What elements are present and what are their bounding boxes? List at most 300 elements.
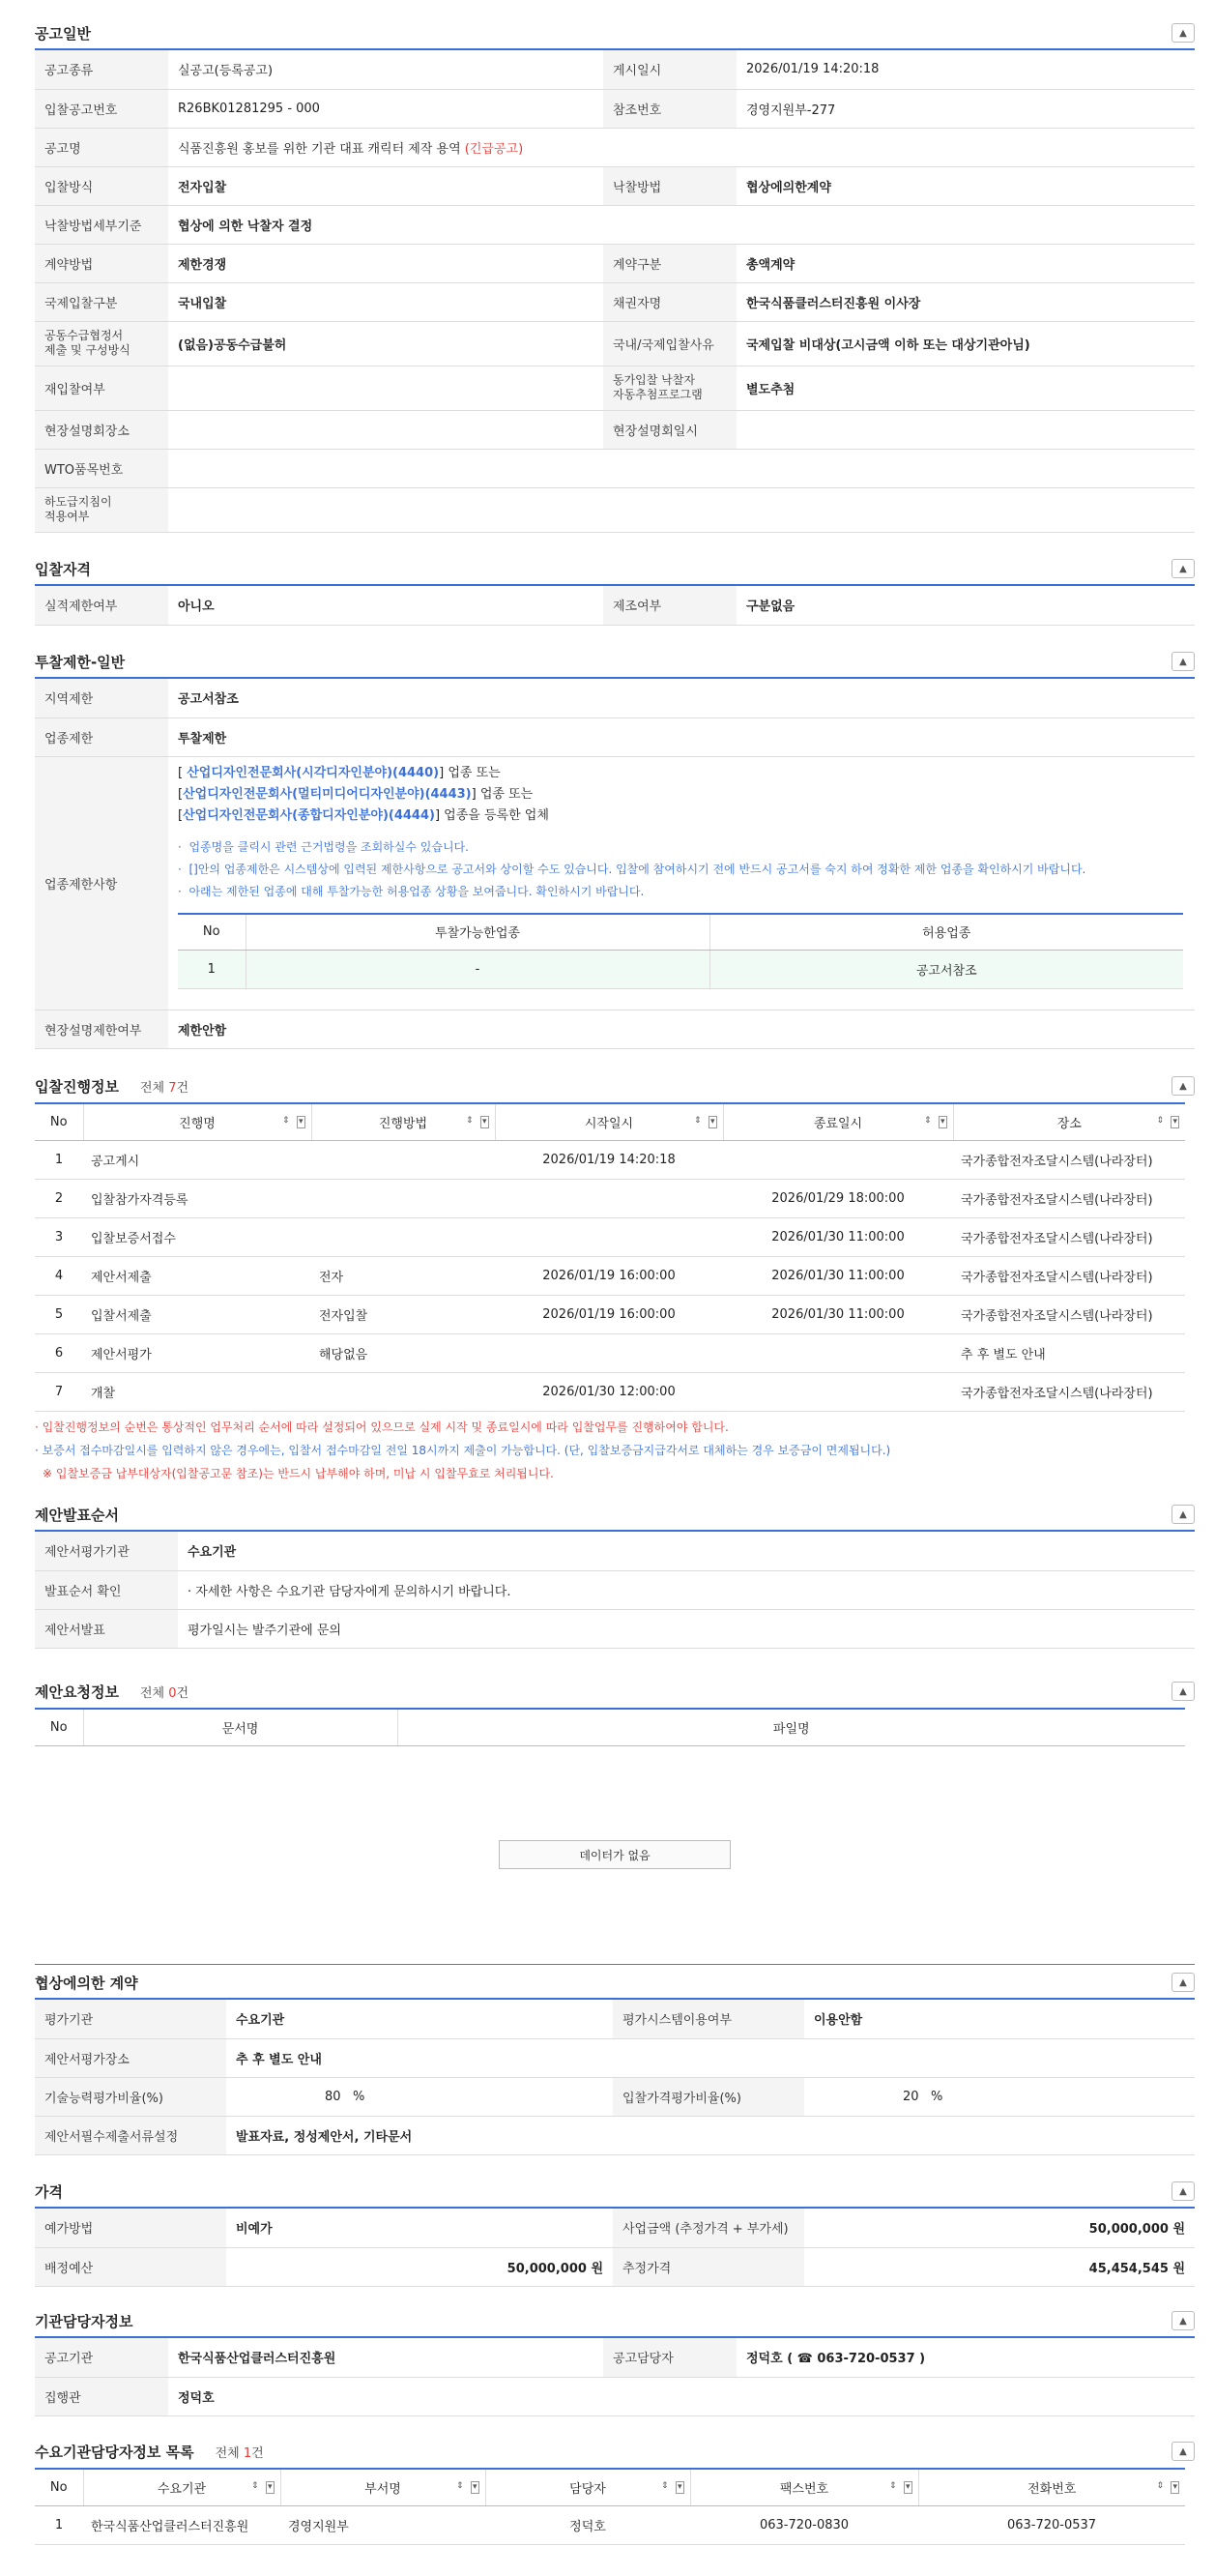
table-cell: 2026/01/19 14:20:18 <box>495 1140 723 1179</box>
filter-icon[interactable]: ▾ <box>905 2482 911 2492</box>
field-value: 경영지원부-277 <box>737 89 1195 128</box>
total-prefix: 전체 <box>215 2445 244 2461</box>
section-negotiation <box>35 1967 1195 2155</box>
field-value: 추 후 별도 안내 <box>236 2052 322 2067</box>
field-value: 한국식품클러스터진흥원 이사장 <box>746 296 921 311</box>
industry-list <box>178 763 1185 827</box>
field-value: 정덕호 <box>178 2390 215 2406</box>
urgent-tag: (긴급공고) <box>464 141 524 157</box>
chevron-up-icon[interactable]: ▲ <box>1172 2311 1195 2330</box>
field-label: 제안서평가기관 <box>35 1532 178 1570</box>
section-request <box>35 1675 1195 1965</box>
industry-tail: 업종 또는 <box>476 786 534 802</box>
table-cell <box>495 1217 723 1256</box>
table-header-row <box>35 2469 1185 2505</box>
table-cell <box>311 1140 495 1179</box>
table-row <box>35 410 1195 449</box>
chevron-up-icon[interactable]: ▲ <box>1172 2442 1195 2461</box>
section-demand-contacts <box>35 2435 1195 2545</box>
section-header <box>35 1499 1195 1532</box>
table-cell: 2026/01/19 16:00:00 <box>495 1295 723 1333</box>
notes-list <box>178 836 1185 903</box>
table-cell <box>723 1140 953 1179</box>
column-header-sortable[interactable] <box>83 2469 280 2505</box>
column-header: No <box>35 1709 83 1745</box>
section-presentation <box>35 1499 1195 1649</box>
table-cell: 063-720-0537 <box>918 2505 1185 2544</box>
section-title: 제안발표순서 <box>35 1506 119 1524</box>
table-cell: 정덕호 <box>485 2505 690 2544</box>
chevron-up-icon[interactable]: ▲ <box>1172 1973 1195 1992</box>
field-label: 제안서필수제출서류설정 <box>35 2116 226 2154</box>
note-text: 업종명을 클릭시 관련 근거법령을 조회하실수 있습니다. <box>188 839 469 854</box>
column-header-sortable[interactable] <box>485 2469 690 2505</box>
section-title-text: 제안요청정보 <box>35 1683 119 1701</box>
table-row <box>35 2338 1195 2377</box>
field-value <box>804 2077 1195 2116</box>
column-header-sortable[interactable] <box>83 1103 311 1140</box>
filter-icon[interactable]: ▾ <box>1172 1117 1177 1127</box>
total-count <box>140 1686 188 1701</box>
sort-icon[interactable]: ⇕ <box>693 1116 702 1126</box>
field-value: 한국식품산업클러스터진흥원 <box>178 2352 336 2367</box>
chevron-up-icon[interactable]: ▲ <box>1172 23 1195 43</box>
table-row <box>35 128 1195 166</box>
table-cell: 4 <box>35 1256 83 1295</box>
ratio-value: 20 <box>903 2089 919 2104</box>
field-value: 비예가 <box>236 2222 273 2238</box>
field-value <box>168 487 1195 532</box>
section-qualification <box>35 553 1195 626</box>
table-cell: 5 <box>35 1295 83 1333</box>
section-header <box>35 553 1195 586</box>
table-cell: 전자입찰 <box>311 1295 495 1333</box>
table-row <box>35 282 1195 321</box>
field-label: 현장설명회장소 <box>35 410 168 449</box>
table-cell: 입찰서제출 <box>83 1295 311 1333</box>
note-item: · 업종명을 클릭시 관련 근거법령을 조회하실수 있습니다. <box>178 839 469 854</box>
table-cell: 1 <box>35 2505 83 2544</box>
column-header-sortable[interactable] <box>953 1103 1185 1140</box>
demand-table <box>35 2468 1185 2545</box>
table-cell: 국가종합전자조달시스템(나라장터) <box>953 1179 1185 1217</box>
section-title: 투찰제한-일반 <box>35 653 126 671</box>
field-value: 수요기관 <box>188 1545 237 1561</box>
industry-line: [산업디자인전문회사(멀티미디어디자인분야)(4443)] 업종 또는 <box>178 786 534 802</box>
filter-icon[interactable]: ▾ <box>940 1117 945 1127</box>
price-table <box>35 2209 1195 2287</box>
table-row <box>35 89 1195 128</box>
qualification-table <box>35 586 1195 626</box>
section-title-text: 입찰진행정보 <box>35 1077 119 1096</box>
column-header-label: 종료일시 <box>813 1116 863 1131</box>
field-value: 투찰제한 <box>178 731 227 746</box>
table-row <box>35 2505 1185 2544</box>
industry-line: [ 산업디자인전문회사(시각디자인분야)(4440)] 업종 또는 <box>178 765 501 780</box>
field-value: 제한경쟁 <box>178 257 227 273</box>
table-cell: 2026/01/29 18:00:00 <box>723 1179 953 1217</box>
field-value <box>168 366 603 410</box>
filter-icon[interactable]: ▾ <box>709 1117 715 1127</box>
bid-name-text: 식품진흥원 홍보를 위한 기관 대표 캐릭터 제작 용역 <box>178 141 461 157</box>
field-label: 집행관 <box>35 2377 168 2415</box>
field-label: 낙찰방법 <box>603 166 737 205</box>
field-label: 배정예산 <box>35 2247 226 2286</box>
sort-icon[interactable]: ⇕ <box>660 2481 669 2491</box>
field-label: 공고종류 <box>35 50 168 89</box>
total-prefix: 전체 <box>139 1685 169 1701</box>
table-cell: 국가종합전자조달시스템(나라장터) <box>953 1140 1185 1179</box>
section-price <box>35 2176 1195 2287</box>
field-label: 실적제한여부 <box>35 586 168 625</box>
field-value: 평가일시는 발주기관에 문의 <box>178 1609 1195 1648</box>
contact-table <box>35 2338 1195 2416</box>
field-label: 하도급지침이 적용여부 <box>35 487 168 532</box>
table-cell: 해당없음 <box>311 1333 495 1372</box>
section-header <box>35 1675 1195 1708</box>
field-value: 아니오 <box>178 600 215 615</box>
column-header-sortable[interactable] <box>723 1103 953 1140</box>
table-row <box>35 1217 1185 1256</box>
field-value: 전자입찰 <box>178 180 227 195</box>
table-cell <box>311 1372 495 1411</box>
field-value: (없음)공동수급불허 <box>178 337 287 353</box>
section-title: 기관담당자정보 <box>35 2312 133 2330</box>
field-label: 제안서발표 <box>35 1609 178 1648</box>
field-label: 입찰가격평가비율(%) <box>613 2077 804 2116</box>
section-restriction <box>35 646 1195 1049</box>
ratio-value: 80 <box>325 2089 341 2104</box>
table-row <box>35 1295 1185 1333</box>
section-header <box>35 1967 1195 2000</box>
field-value: 수요기관 <box>236 2013 285 2029</box>
progress-table <box>35 1102 1185 1412</box>
filter-icon[interactable]: ▾ <box>298 1117 304 1127</box>
note-text: 아래는 제한된 업종에 대해 투찰가능한 허용업종 상황을 보여줍니다. 확인하시기 바랍니다. <box>188 884 645 898</box>
sort-icon[interactable]: ⇕ <box>888 2481 897 2491</box>
field-label: 계약구분 <box>603 244 737 282</box>
column-header: 문서명 <box>83 1709 397 1745</box>
table-cell: 한국식품산업클러스터진흥원 <box>83 2505 280 2544</box>
industry-tail: 업종을 등록한 업체 <box>440 807 549 823</box>
section-header <box>35 2305 1195 2338</box>
industry-link[interactable]: 산업디자인전문회사(멀티미디어디자인분야)(4443) <box>183 786 472 802</box>
table-row <box>35 487 1195 532</box>
section-title <box>35 1682 188 1702</box>
sort-icon[interactable]: ⇕ <box>455 2481 464 2491</box>
table-cell: 전자 <box>311 1256 495 1295</box>
table-cell <box>311 1217 495 1256</box>
field-value: 총액계약 <box>746 257 796 273</box>
filter-icon[interactable]: ▾ <box>1172 2482 1177 2492</box>
field-value: 공고서참조 <box>178 692 239 708</box>
field-label: 입찰공고번호 <box>35 89 168 128</box>
table-cell <box>723 1372 953 1411</box>
field-label: 제조여부 <box>603 586 737 625</box>
chevron-up-icon[interactable]: ▲ <box>1172 652 1195 671</box>
section-contact <box>35 2305 1195 2416</box>
sort-icon[interactable]: ⇕ <box>281 1116 290 1126</box>
field-value: 별도추첨 <box>746 382 796 397</box>
sort-icon[interactable]: ⇕ <box>1156 2481 1164 2491</box>
section-title: 가격 <box>35 2182 63 2201</box>
table-cell: 공고게시 <box>83 1140 311 1179</box>
total-count <box>140 1081 188 1096</box>
bid-name-value <box>168 128 1195 166</box>
field-label: 입찰방식 <box>35 166 168 205</box>
section-header <box>35 17 1195 50</box>
field-value: 구분없음 <box>746 600 796 615</box>
column-header-label: 장소 <box>1056 1116 1082 1131</box>
empty-state <box>35 1746 1195 1965</box>
column-header-label: 시작일시 <box>584 1116 634 1131</box>
filter-icon[interactable]: ▾ <box>267 2482 273 2492</box>
field-value: 50,000,000 원 <box>506 2261 603 2276</box>
field-value <box>168 410 603 449</box>
column-header-sortable[interactable] <box>280 2469 485 2505</box>
chevron-up-icon[interactable]: ▲ <box>1172 1505 1195 1524</box>
chevron-up-icon[interactable]: ▲ <box>1172 1682 1195 1701</box>
column-header: 파일명 <box>397 1709 1185 1745</box>
table-cell: 2026/01/19 16:00:00 <box>495 1256 723 1295</box>
table-row <box>35 2077 1195 2116</box>
table-row <box>178 951 1183 989</box>
table-row <box>35 2377 1195 2415</box>
column-header-sortable[interactable] <box>690 2469 918 2505</box>
table-cell: 추 후 별도 안내 <box>953 1333 1185 1372</box>
table-row <box>35 2000 1195 2038</box>
section-title: 공고일반 <box>35 24 91 43</box>
general-table <box>35 50 1195 533</box>
table-row <box>35 1010 1195 1048</box>
table-row <box>35 679 1195 717</box>
field-value: 2026/01/19 14:20:18 <box>737 50 1195 89</box>
field-value <box>168 449 1195 487</box>
column-header-label: 전화번호 <box>1027 2481 1077 2497</box>
column-header-sortable[interactable] <box>311 1103 495 1140</box>
table-cell <box>311 1179 495 1217</box>
table-cell: 국가종합전자조달시스템(나라장터) <box>953 1295 1185 1333</box>
table-cell <box>495 1333 723 1372</box>
section-header <box>35 1069 1195 1102</box>
restriction-table <box>35 679 1195 1049</box>
field-value: 실공고(등록공고) <box>168 50 603 89</box>
table-cell: 1 <box>178 951 246 989</box>
table-cell: 2026/01/30 11:00:00 <box>723 1295 953 1333</box>
field-value: 이용안함 <box>814 2013 863 2029</box>
field-label: 업종제한 <box>35 717 168 756</box>
table-cell: - <box>246 951 709 989</box>
section-title-text: 수요기관담당자정보 목록 <box>35 2443 194 2461</box>
field-label: 제안서평가장소 <box>35 2038 226 2077</box>
field-label: 공고담당자 <box>603 2338 737 2377</box>
table-cell: 7 <box>35 1372 83 1411</box>
total-suffix: 건 <box>251 2445 264 2461</box>
table-cell: 제안서제출 <box>83 1256 311 1295</box>
table-row <box>35 449 1195 487</box>
sort-icon[interactable]: ⇕ <box>923 1116 932 1126</box>
sort-icon[interactable]: ⇕ <box>250 2481 259 2491</box>
field-value: 45,454,545 원 <box>1088 2261 1185 2276</box>
field-label: 기술능력평가비율(%) <box>35 2077 226 2116</box>
table-row <box>35 1372 1185 1411</box>
field-value: · 자세한 사항은 수요기관 담당자에게 문의하시기 바랍니다. <box>178 1570 1195 1609</box>
negotiation-table <box>35 2000 1195 2155</box>
column-header-label: 진행방법 <box>378 1116 428 1131</box>
field-value: 제한안함 <box>178 1023 227 1039</box>
table-row <box>35 2038 1195 2077</box>
column-header-label: 수요기관 <box>157 2481 207 2497</box>
total-suffix: 건 <box>176 1080 189 1096</box>
field-value-text: 자세한 사항은 수요기관 담당자에게 문의하시기 바랍니다. <box>195 1584 511 1599</box>
field-value: 협상에 의한 낙찰자 결정 <box>178 219 313 234</box>
table-cell: 경영지원부 <box>280 2505 485 2544</box>
section-title <box>35 1076 188 1097</box>
table-row <box>35 205 1195 244</box>
field-value: 국제입찰 비대상(고시금액 이하 또는 대상기관아님) <box>746 337 1030 353</box>
filter-icon[interactable]: ▾ <box>677 2482 682 2492</box>
section-header <box>35 2176 1195 2209</box>
field-label: 계약방법 <box>35 244 168 282</box>
field-value <box>226 2077 613 2116</box>
progress-note: · 입찰진행정보의 순번은 통상적인 업무처리 순서에 따라 설정되어 있으므로 실제 시작 및 종료일시에 따라 입찰업무를 진행하여야 합니다. <box>35 1420 729 1434</box>
field-value: 국내입찰 <box>178 296 227 311</box>
table-row <box>35 586 1195 625</box>
filter-icon[interactable]: ▾ <box>472 2482 477 2492</box>
table-header-row <box>178 914 1183 951</box>
table-cell: 개찰 <box>83 1372 311 1411</box>
table-cell: 2026/01/30 11:00:00 <box>723 1256 953 1295</box>
field-label: 평가기관 <box>35 2000 226 2038</box>
column-header: No <box>35 2469 83 2505</box>
column-header-sortable[interactable] <box>495 1103 723 1140</box>
table-row <box>35 1570 1195 1609</box>
table-cell: 3 <box>35 1217 83 1256</box>
field-label: 현장설명제한여부 <box>35 1010 168 1048</box>
table-row <box>35 1140 1185 1179</box>
table-row <box>35 50 1195 89</box>
field-label: 사업금액 (추정가격 + 부가세) <box>613 2209 804 2247</box>
table-cell: 2 <box>35 1179 83 1217</box>
progress-note: · 보증서 접수마감일시를 입력하지 않은 경우에는, 입찰서 접수마감일 전일 18시까지 제출이 가능합니다. (단, 입찰보증금지급각서로 대체하는 경우 보증금이 면제됩니다.) <box>35 1443 891 1457</box>
presentation-table <box>35 1532 1195 1649</box>
table-header-row <box>35 1709 1185 1745</box>
field-label: 공고기관 <box>35 2338 168 2377</box>
table-row <box>35 244 1195 282</box>
table-cell: 제안서평가 <box>83 1333 311 1372</box>
no-data-message: 데이터가 없음 <box>499 1840 731 1869</box>
section-title: 입찰자격 <box>35 560 91 578</box>
total-number: 1 <box>243 2445 252 2461</box>
field-label: 게시일시 <box>603 50 737 89</box>
filter-icon[interactable]: ▾ <box>481 1117 487 1127</box>
section-header <box>35 2435 1195 2468</box>
field-label: 공고명 <box>35 128 168 166</box>
field-label: WTO품목번호 <box>35 449 168 487</box>
table-row <box>35 1333 1185 1372</box>
field-value: 50,000,000 원 <box>1088 2222 1185 2238</box>
field-value: 정덕호 ( ☎ 063-720-0537 ) <box>746 2352 926 2367</box>
column-header: 투찰가능한업종 <box>246 914 709 951</box>
table-row <box>35 756 1195 1010</box>
sort-icon[interactable]: ⇕ <box>465 1116 474 1126</box>
progress-note: ※ 입찰보증금 납부대상자(입찰공고문 참조)는 반드시 납부해야 하며, 미납 시 입찰무효로 처리됩니다. <box>43 1466 554 1480</box>
section-title <box>35 2442 264 2462</box>
field-value: R26BK01281295 - 000 <box>168 89 603 128</box>
chevron-up-icon[interactable]: ▲ <box>1172 559 1195 578</box>
ratio-unit: % <box>930 2089 943 2104</box>
table-row <box>35 1609 1195 1648</box>
industry-line: [산업디자인전문회사(종합디자인분야)(4444)] 업종을 등록한 업체 <box>178 807 549 823</box>
total-suffix: 건 <box>176 1685 189 1701</box>
industry-link[interactable]: 산업디자인전문회사(종합디자인분야)(4444) <box>183 807 435 823</box>
column-header-label: 담당자 <box>569 2481 606 2497</box>
table-row <box>35 321 1195 366</box>
column-header: No <box>178 914 246 951</box>
table-cell: 2026/01/30 11:00:00 <box>723 1217 953 1256</box>
field-label: 채권자명 <box>603 282 737 321</box>
table-row <box>35 1532 1195 1570</box>
column-header-label: 부서명 <box>364 2481 401 2497</box>
table-cell: 6 <box>35 1333 83 1372</box>
total-number: 7 <box>168 1080 177 1096</box>
field-label: 국내/국제입찰사유 <box>603 321 737 366</box>
table-row <box>35 366 1195 410</box>
industry-link[interactable]: 산업디자인전문회사(시각디자인분야)(4440) <box>187 765 440 780</box>
field-label: 국제입찰구분 <box>35 282 168 321</box>
field-label: 추정가격 <box>613 2247 804 2286</box>
field-value: 발표자료, 정성제안서, 기타문서 <box>236 2129 413 2145</box>
section-header <box>35 646 1195 679</box>
section-general <box>35 17 1195 533</box>
sort-icon[interactable]: ⇕ <box>1156 1116 1164 1126</box>
table-cell: 입찰보증서접수 <box>83 1217 311 1256</box>
table-row <box>35 717 1195 756</box>
chevron-up-icon[interactable]: ▲ <box>1172 2181 1195 2201</box>
note-text: 입찰진행정보의 순번은 통상적인 업무처리 순서에 따라 설정되어 있으므로 실제 시작 및 종료일시에 따라 입찰업무를 진행하여야 합니다. <box>42 1420 729 1434</box>
request-table <box>35 1708 1185 1746</box>
note-text: []안의 업종제한은 시스템상에 입력된 제한사항으로 공고서와 상이할 수도 있습니다. 입찰에 참여하시기 전에 반드시 공고서를 숙지 하여 정확한 제한 업종을 확인하시기 바랍니다. <box>188 862 1086 876</box>
table-cell: 공고서참조 <box>709 951 1183 989</box>
column-header-label: 진행명 <box>179 1116 216 1131</box>
table-cell: 2026/01/30 12:00:00 <box>495 1372 723 1411</box>
table-cell: 063-720-0830 <box>690 2505 918 2544</box>
table-cell: 국가종합전자조달시스템(나라장터) <box>953 1256 1185 1295</box>
note-item: · 아래는 제한된 업종에 대해 투찰가능한 허용업종 상황을 보여줍니다. 확인하시기 바랍니다. <box>178 884 645 898</box>
industry-tail: 업종 또는 <box>444 765 501 780</box>
allowed-industry-table <box>178 913 1183 990</box>
table-row <box>35 2209 1195 2247</box>
chevron-up-icon[interactable]: ▲ <box>1172 1076 1195 1096</box>
total-count <box>216 2446 264 2461</box>
note-item: · []안의 업종제한은 시스템상에 입력된 제한사항으로 공고서와 상이할 수도 있습니다. 입찰에 참여하시기 전에 반드시 공고서를 숙지 하여 정확한 제한 업종을 확인하시기 바랍니다. <box>178 862 1086 876</box>
section-progress <box>35 1069 1195 1485</box>
table-row <box>35 166 1195 205</box>
ratio-unit: % <box>352 2089 365 2104</box>
column-header-sortable[interactable] <box>918 2469 1185 2505</box>
section-title: 협상에의한 계약 <box>35 1974 138 1992</box>
field-value: 협상에의한계약 <box>746 180 831 195</box>
field-label: 현장설명회일시 <box>603 410 737 449</box>
table-cell: 국가종합전자조달시스템(나라장터) <box>953 1217 1185 1256</box>
table-cell: 1 <box>35 1140 83 1179</box>
note-text: 보증서 접수마감일시를 입력하지 않은 경우에는, 입찰서 접수마감일 전일 18시까지 제출이 가능합니다. (단, 입찰보증금지급각서로 대체하는 경우 보증금이 면제됩니다.) <box>42 1443 891 1457</box>
column-header: No <box>35 1103 83 1140</box>
field-label: 낙찰방법세부기준 <box>35 205 168 244</box>
column-header: 허용업종 <box>709 914 1183 951</box>
field-value <box>737 410 1195 449</box>
field-label: 발표순서 확인 <box>35 1570 178 1609</box>
